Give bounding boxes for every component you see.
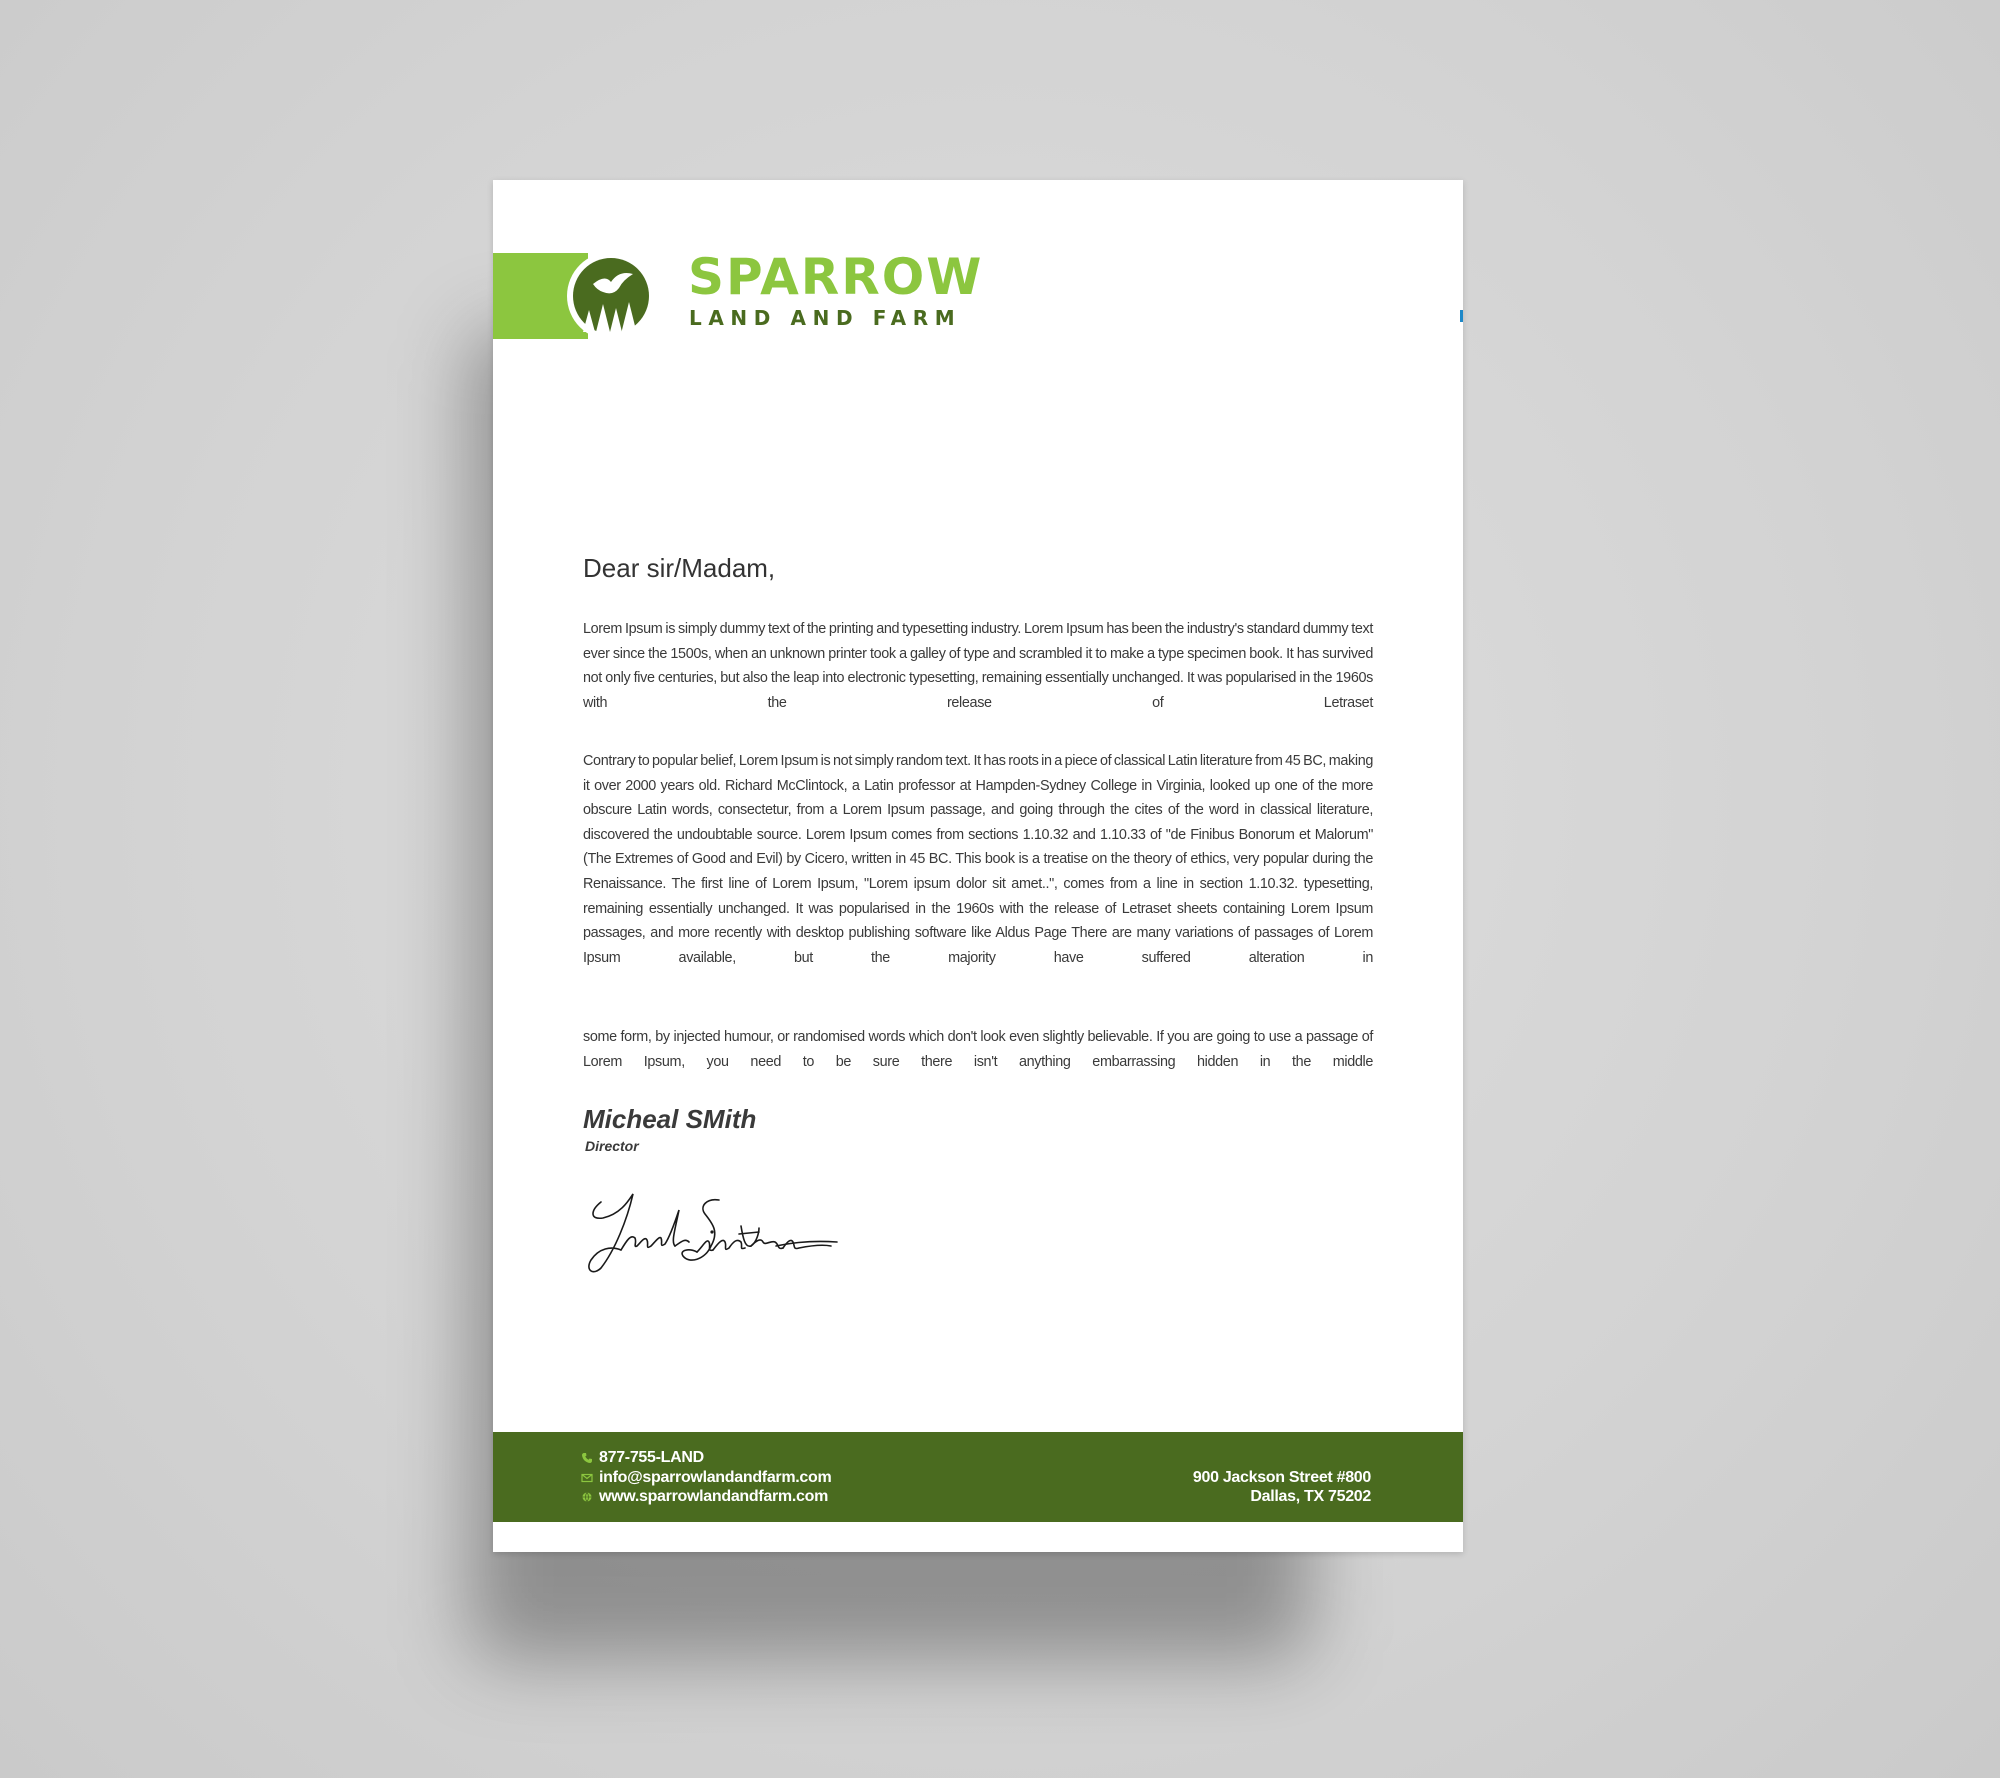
brand-name: SPARROW [688,248,984,306]
signer-title: Director [585,1138,639,1154]
phone-icon [581,1452,593,1464]
footer-bar [493,1432,1463,1522]
body-paragraph: Contrary to popular belief, Lorem Ipsum is not simply random text. It has roots in a piece of classical Latin literature from 45 BC, making it over 2000 years old. Richard McClintock, a Latin professor at Hampden-Sydney College in Virginia, looked up one of the more obscure Latin words, consectetur, from a Lorem Ipsum passage, and going through the cites of the word in classical literature, discovered the undoubtable source. Lorem Ipsum comes from sections 1.10.32 and 1.10.33 of "de Finibus Bonorum et Malorum" (The Extremes of Good and Evil) by Cicero, written in 45 BC. This book is a treatise on the theory of ethics, very popular during the Renaissance. The first line of Lorem Ipsum, "Lorem ipsum dolor sit amet..", comes from a line in section 1.10.32. typesetting, remaining essentially unchanged. It was popularised in the 1960s with the release of Letraset sheets containing Lorem Ipsum passages, and more recently with desktop publishing software like Aldus Page There are many variations of passages of Lorem Ipsum available, but the majority have suffered alteration in [583,753,1373,966]
sparrow-trees-icon [553,244,663,348]
envelope-icon [581,1472,593,1484]
letterhead-sheet [493,180,1463,1552]
edge-marker [1460,310,1463,322]
phone-number: 877-755-LAND [599,1449,704,1466]
handwritten-signature [581,1180,841,1280]
contact-phone [581,1448,704,1468]
website-url: www.sparrowlandandfarm.com [599,1488,828,1505]
contact-website [581,1487,828,1507]
address-line-2: Dallas, TX 75202 [1250,1488,1371,1505]
greeting: Dear sir/Madam, [583,553,776,583]
email-address: info@sparrowlandandfarm.com [599,1469,832,1486]
signer-name: Micheal SMith [583,1104,757,1134]
globe-icon [581,1491,593,1503]
body-paragraph: some form, by injected humour, or randomised words which don't look even slightly believable. If you are going to use a passage of Lorem Ipsum, you need to be sure there isn't anything embarrassing hidden in the middle [583,1029,1373,1070]
address-line-1: 900 Jackson Street #800 [1192,1469,1371,1486]
brand-tagline: LAND AND FARM [689,306,962,330]
body-paragraph: Lorem Ipsum is simply dummy text of the printing and typesetting industry. Lorem Ipsum has been the industry's standard dummy text ever since the 1500s, when an unknown printer took a galley of type and scrambled it to make a type specimen book. It has survived not only five centuries, but also the leap into electronic typesetting, remaining essentially unchanged. It was popularised in the 1960s with the release of Letraset [583,621,1373,711]
contact-email [581,1468,831,1488]
address-block [1193,1468,1371,1506]
